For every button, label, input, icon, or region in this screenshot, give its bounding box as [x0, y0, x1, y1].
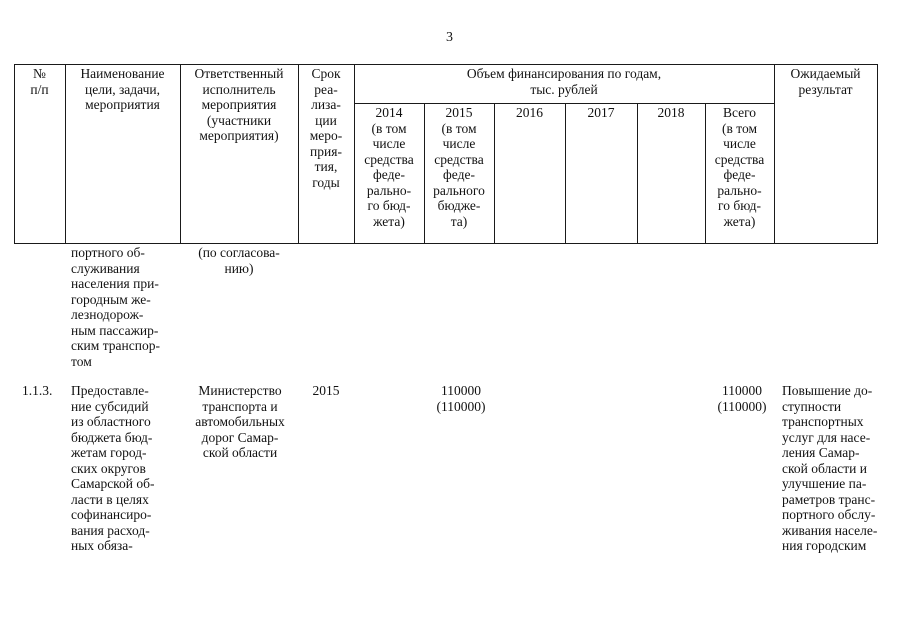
row-113-responsible: Министерство транспорта и автомобильных дорог Самар- ской области [195, 383, 285, 460]
header-result: Ожидаемый результат [790, 66, 861, 97]
column-rule-right [877, 64, 878, 244]
header-responsible: Ответственный исполнитель мероприятия (участники мероприятия) [194, 66, 284, 143]
column-rule-2017 [637, 103, 638, 244]
row-113-name: Предоставле- ние субсидий из областного бюджета бюд- жетам город- ских округов Самарской об- ласти в целях софинансиро- вания расход- ных обяза- [71, 383, 155, 553]
column-rule-2015 [494, 103, 495, 244]
row-113-amount-total: 110000 (110000) [717, 383, 767, 414]
header-term: Срок реа- лиза- ции меро- прия- тия, годы [309, 66, 343, 190]
continuation-responsible: (по согласова- нию) [198, 245, 280, 276]
years-subheader-rule [354, 103, 774, 104]
header-num: № п/п [30, 66, 49, 97]
column-rule-2016 [565, 103, 566, 244]
page-number: 3 [446, 30, 453, 45]
header-name: Наименование цели, задачи, мероприятия [80, 66, 165, 112]
header-bottom-rule [14, 243, 878, 244]
header-year-2015: 2015 (в том числе средства феде- рального бюдже- та) [433, 105, 485, 229]
header-financing: Объем финансирования по годам, тыс. рублей [466, 66, 662, 97]
header-year-2017: 2017 [587, 105, 615, 120]
row-113-number: 1.1.3. [22, 383, 53, 398]
header-total: Всего (в том числе средства феде- рально- го бюд- жета) [714, 105, 765, 229]
header-year-2014: 2014 (в том числе средства феде- рально- го бюд- жета) [364, 105, 414, 229]
header-year-2018: 2018 [657, 105, 685, 120]
row-113-amount-2015: 110000 (110000) [436, 383, 486, 414]
continuation-name-line: портного об- [71, 245, 145, 260]
header-year-2016: 2016 [516, 105, 543, 120]
continuation-name: портного об- служивания населения при- городным же- лезнодорож- ным пассажир- ским транспор- том [71, 245, 177, 369]
table-top-rule [14, 64, 878, 65]
row-113-term: 2015 [312, 383, 340, 398]
row-113-result: Повышение до- ступности транспортных услуг для насе- ления Самар- ской области и улучшение па- раметров транс- портного обслу- живания населе- ния городским [782, 383, 878, 553]
